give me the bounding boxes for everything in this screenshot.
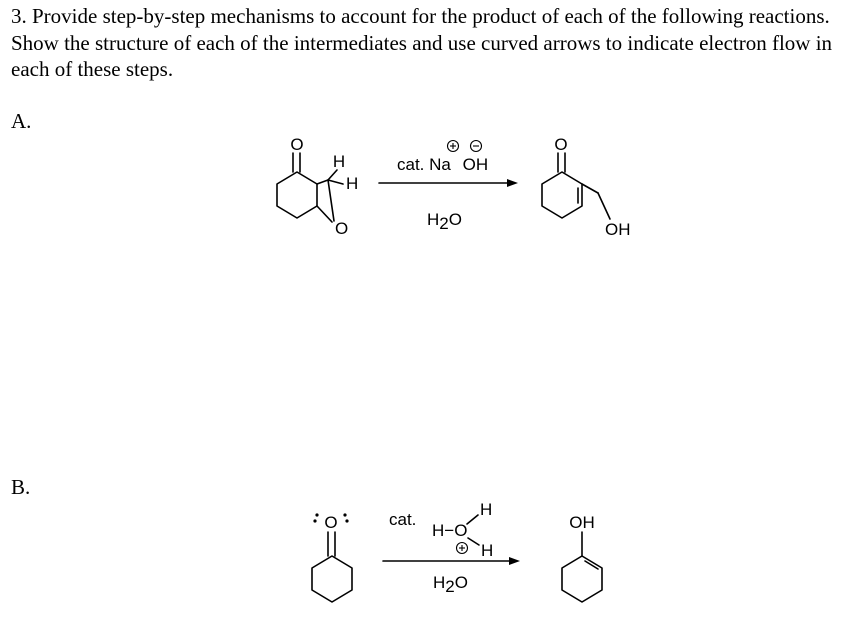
- lone-pair-icon: [315, 513, 318, 516]
- part-b-reactant-ring: [312, 556, 352, 602]
- svg-text:cat. Na OH: [397, 155, 488, 174]
- part-b-reactant-oxygen: O: [324, 513, 338, 532]
- part-a-product-hydroxyl: OH: [605, 220, 631, 239]
- part-b-hydronium-h-bottom: H: [481, 541, 494, 560]
- part-a-reagent-prefix: cat. Na: [397, 155, 451, 174]
- part-b-product-ring: [562, 556, 602, 602]
- part-a-reactant: [277, 135, 358, 238]
- lone-pair-icon: [343, 513, 346, 516]
- part-a-product-ring: [542, 172, 582, 218]
- part-b-hydronium-h-top: H: [480, 500, 493, 519]
- part-a-reactant-ring: [277, 172, 317, 218]
- part-a-reactant-h-top: H: [332, 152, 346, 171]
- part-a-reactant-h-side: H: [346, 174, 359, 193]
- part-b-product: [562, 513, 602, 602]
- part-b-reagent: [389, 500, 493, 560]
- part-a-reagent-base: OH: [462, 155, 489, 174]
- part-a-reactant-epoxide-oxygen: O: [335, 219, 349, 238]
- part-b-solvent: H2O: [433, 573, 468, 596]
- part-a-reagent: [397, 141, 488, 175]
- part-a-product: [542, 135, 631, 239]
- part-b-product-hydroxyl: OH: [569, 513, 595, 532]
- part-b-reactant: [312, 513, 352, 602]
- part-a-label: A.: [11, 109, 32, 133]
- part-a-reactant-oxygen: O: [290, 135, 304, 154]
- part-a-solvent: H2O: [427, 210, 462, 233]
- part-a-arrowhead: [507, 179, 518, 187]
- question-text: 3. Provide step-by-step mechanisms to account for the product of each of the following reactions. Show the structure of each of the intermediates and use curved arrows to indicate electron flow in each of these steps.: [11, 4, 833, 81]
- part-b-arrowhead: [509, 557, 520, 565]
- part-a-product-oxygen: O: [554, 135, 568, 154]
- part-b-reagent-prefix: cat.: [389, 510, 417, 529]
- part-b-hydronium-ho: H−O: [432, 521, 468, 540]
- part-b-label: B.: [11, 475, 31, 499]
